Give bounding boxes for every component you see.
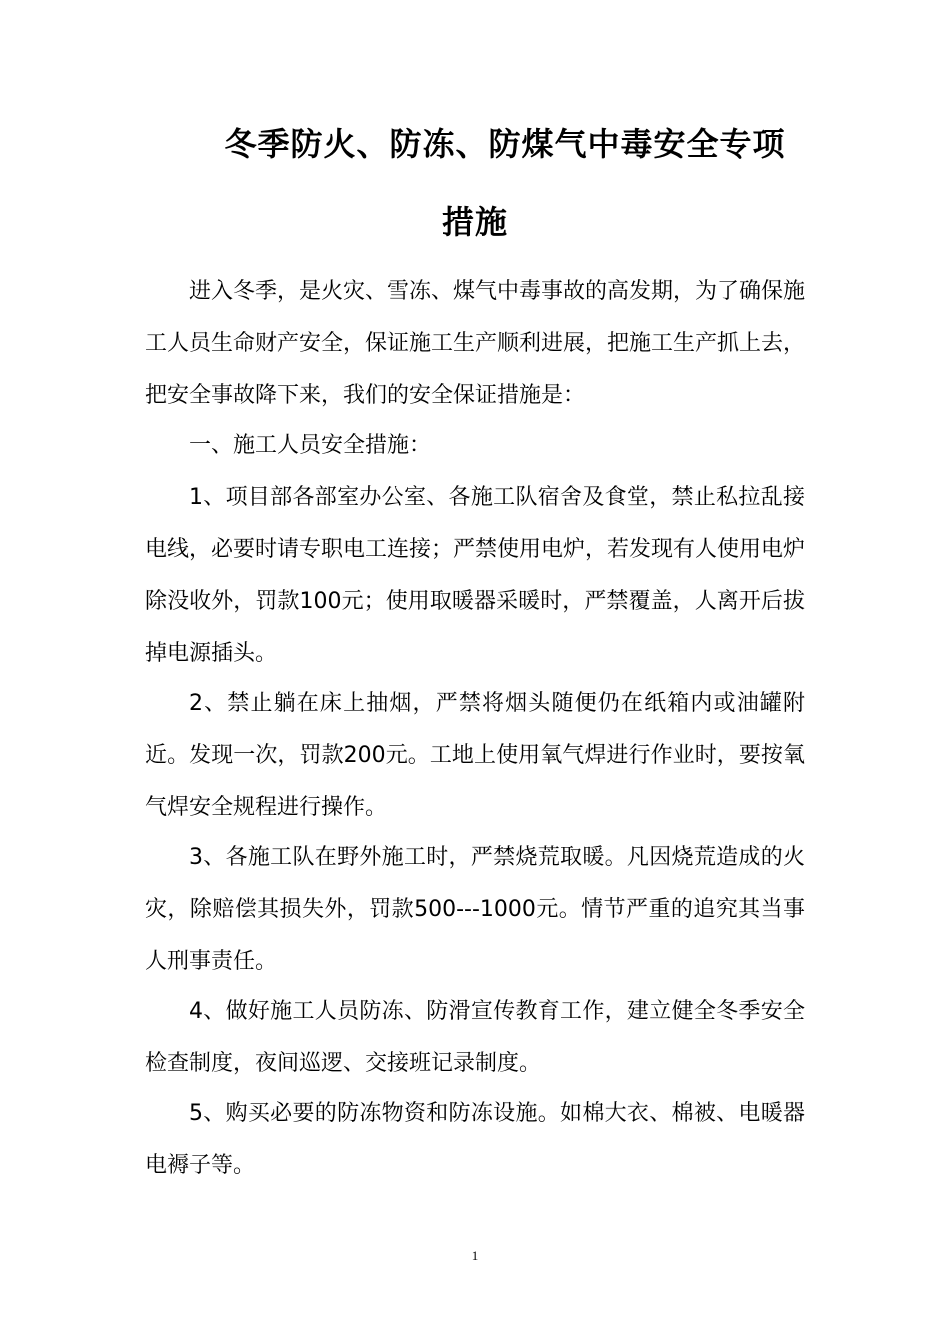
list-item-3: 3、各施工队在野外施工时，严禁烧荒取暖。凡因烧荒造成的火灾，除赔偿其损失外，罚款500---1000元。情节严重的追究其当事人刑事责任。: [145, 845, 805, 974]
list-item-1: 1、项目部各部室办公室、各施工队宿舍及食堂，禁止私拉乱接电线，必要时请专职电工连接；严禁使用电炉，若发现有人使用电炉除没收外，罚款100元；使用取暖器采暖时，严禁覆盖，人离开后拔掉电源插头。: [145, 485, 806, 666]
list-item-2: 2、禁止躺在床上抽烟，严禁将烟头随便仍在纸箱内或油罐附近。发现一次，罚款200元。工地上使用氧气焊进行作业时，要按氧气焊安全规程进行操作。: [145, 691, 805, 820]
document-title-line-2: 措施: [441, 203, 508, 241]
document-title-line-1: 冬季防火、防冻、防煤气中毒安全专项: [224, 125, 786, 163]
section-heading: 一、施工人员安全措施：: [189, 433, 432, 458]
intro-paragraph: 进入冬季，是火灾、雪冻、煤气中毒事故的高发期，为了确保施工人员生命财产安全，保证施工生产顺利进展，把施工生产抓上去，把安全事故降下来，我们的安全保证措施是：: [145, 279, 806, 408]
page-number: 1: [471, 1248, 479, 1263]
list-item-4: 4、做好施工人员防冻、防滑宣传教育工作，建立健全冬季安全检查制度，夜间巡逻、交接班记录制度。: [145, 999, 805, 1076]
list-item-5: 5、购买必要的防冻物资和防冻设施。如棉大衣、棉被、电暖器电褥子等。: [145, 1101, 805, 1178]
